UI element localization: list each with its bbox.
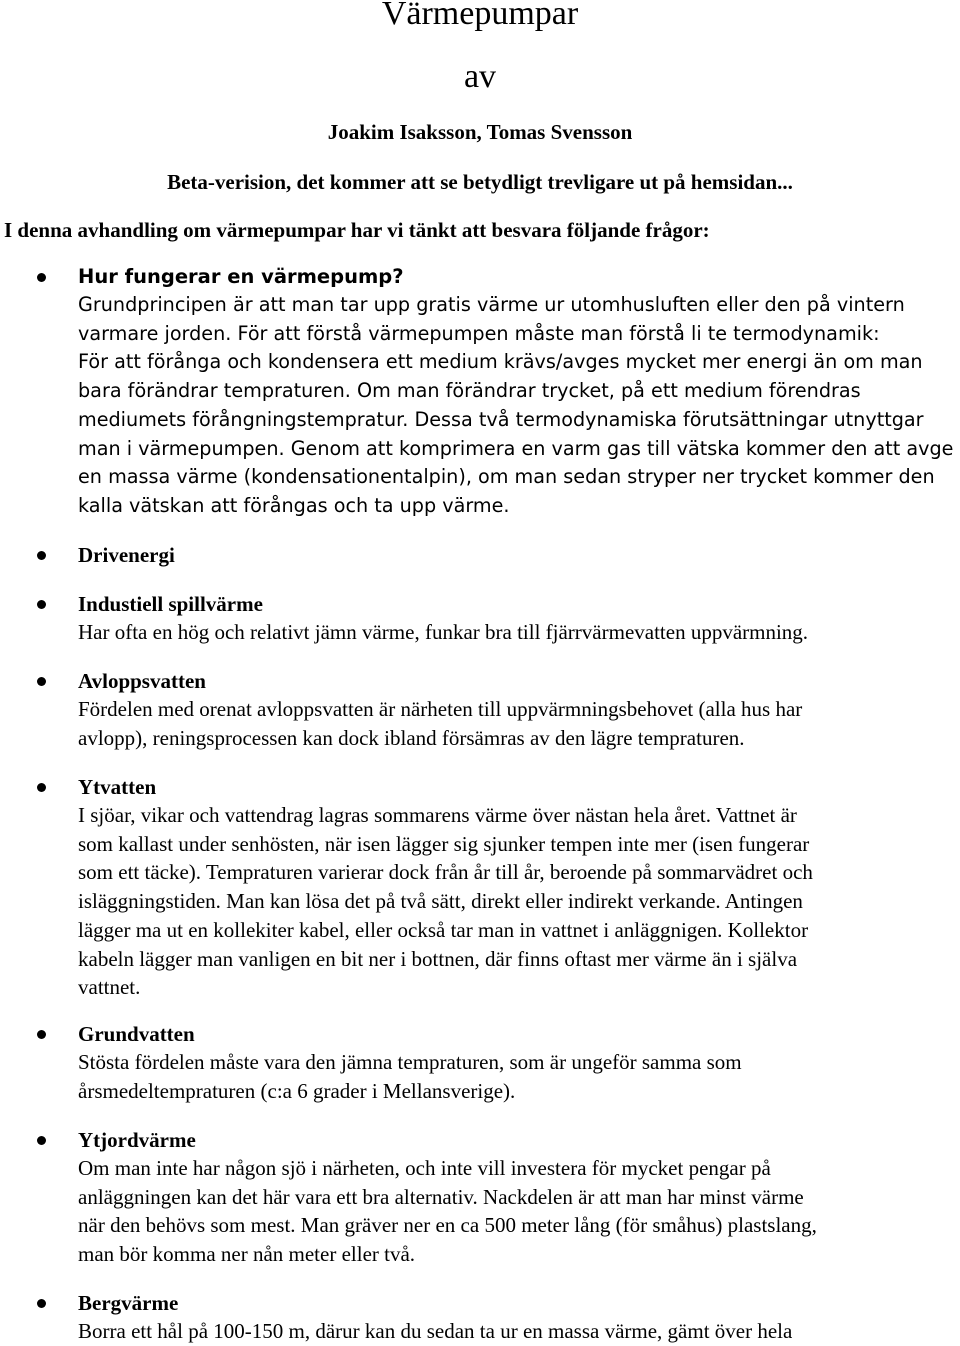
bullet-icon — [37, 1299, 46, 1308]
authors: Joakim Isaksson, Tomas Svensson — [327, 120, 633, 144]
body-line: För att förånga och kondensera ett medium krävs/avges mycket mer energi än om man — [78, 350, 923, 374]
item-body — [78, 1317, 960, 1346]
text-fragment: mediumets förångningstempratur. — [78, 407, 409, 431]
bullet-icon — [37, 1030, 46, 1039]
item-body — [78, 695, 960, 752]
document-title: Värmepumpar — [381, 0, 579, 32]
body-line: som ett täcke). Tempraturen varierar dock från år till år, beroende på sommarvädret och — [78, 860, 813, 885]
bullet-icon — [37, 551, 46, 560]
text-fragment: För att förstå värmepumpen måste man förstå li te termodynamik: — [237, 321, 880, 345]
body-line: avlopp), reningsprocessen kan dock ibland försämras av den lägre tempraturen. — [78, 725, 745, 750]
item-heading: Avloppsvatten — [78, 669, 206, 693]
body-line: en massa värme (kondensationentalpin), om man sedan stryper ner trycket kommer den — [78, 465, 935, 489]
body-line — [78, 406, 960, 435]
body-line: Om man inte har någon sjö i närheten, och inte vill investera för mycket pengar på — [78, 1156, 771, 1180]
body-line: kabeln lägger man vanligen en bit ner i bottnen, där finns oftast mer värme än i själva — [78, 946, 798, 971]
text-fragment: man i värmepumpen. — [78, 436, 285, 460]
body-line: Fördelen med orenat avloppsvatten är närheten till uppvärmningsbehovet (alla hus har — [78, 697, 803, 721]
list-item-surface-water — [78, 773, 960, 1002]
text-fragment: Genom att komprimera en varm gas till vätska kommer den att avge — [290, 436, 954, 460]
bullet-icon — [37, 273, 46, 282]
list-item-sewage-water — [78, 667, 960, 752]
text-fragment: Om man förändrar trycket, på ett medium förendras — [356, 379, 861, 403]
item-body — [78, 801, 960, 1002]
body-line: Stösta fördelen måste vara den jämna tempraturen, som är ungeför samma som — [78, 1050, 742, 1074]
bullet-icon — [37, 1136, 46, 1145]
byline: av — [463, 58, 497, 95]
body-line: isläggningstiden. Man kan lösa det på två sätt, direkt eller indirekt verkande. Antingen — [78, 889, 803, 914]
text-fragment: bara förändrar tempraturen. — [78, 379, 351, 403]
bullet-icon — [37, 677, 46, 686]
text-fragment: Dessa två termodynamiska förutsättningar utnyttgar — [414, 407, 924, 431]
item-heading: Drivenergi — [78, 543, 175, 567]
list-item-surface-soil-heat — [78, 1126, 960, 1269]
list-item-bedrock-heat — [78, 1289, 960, 1346]
body-line: man bör komma ner nån meter eller två. — [78, 1242, 416, 1267]
item-body — [78, 618, 960, 647]
body-line: Borra ett hål på 100-150 m, därur kan du sedan ta ur en massa värme, gämt över hela — [78, 1319, 793, 1343]
list-item-how-it-works — [78, 263, 960, 521]
body-line — [78, 435, 960, 464]
bullet-icon — [37, 600, 46, 609]
body-line: Grundprincipen är att man tar upp gratis värme ur utomhusluften eller den på vintern — [78, 293, 905, 316]
beta-note: Beta-verision, det kommer att se betydligt trevligare ut på hemsidan... — [167, 170, 793, 194]
body-line: I sjöar, vikar och vattendrag lagras sommarens värme över nästan hela året. Vattnet är — [78, 803, 797, 827]
body-line: lägger ma ut en kollekiter kabel, eller också tar man in vattnet i anläggnigen. Kollektor — [78, 917, 809, 942]
body-line: kalla vätskan att förångas och ta upp värme. — [78, 493, 510, 517]
item-heading: Bergvärme — [78, 1291, 179, 1315]
item-heading: Ytjordvärme — [78, 1128, 196, 1152]
body-line: som kallast under senhösten, när isen lägger sig sjunker tempen inte mer (isen fungerar — [78, 831, 810, 856]
bullet-icon — [37, 783, 46, 792]
list-item-groundwater — [78, 1020, 960, 1105]
text-fragment: varmare jorden. — [78, 321, 232, 345]
item-body — [78, 291, 960, 521]
body-line: Har ofta en hög och relativt jämn värme, funkar bra till fjärrvärmevatten uppvärmning. — [78, 620, 809, 644]
list-item-industrial-waste-heat — [78, 590, 960, 647]
body-line: anläggningen kan det här vara ett bra alternativ. Nackdelen är att man har minst värme — [78, 1184, 804, 1209]
item-body — [78, 1048, 960, 1105]
list-item-drivenergi — [78, 541, 960, 569]
intro-text: I denna avhandling om värmepumpar har vi tänkt att besvara följande frågor: — [4, 218, 710, 242]
item-heading: Industiell spillvärme — [78, 592, 263, 616]
body-line: vattnet. — [78, 975, 141, 1000]
item-heading: Grundvatten — [78, 1022, 195, 1046]
item-heading: Hur fungerar en värmepump? — [78, 265, 404, 288]
item-body — [78, 1154, 960, 1269]
item-heading: Ytvatten — [78, 775, 157, 799]
body-line: när den behövs som mest. Man gräver ner en ca 500 meter lång (för småhus) plastslang, — [78, 1213, 817, 1238]
body-line — [78, 320, 960, 349]
body-line — [78, 377, 960, 406]
body-line: årsmedeltempraturen (c:a 6 grader i Mellansverige). — [78, 1078, 516, 1103]
